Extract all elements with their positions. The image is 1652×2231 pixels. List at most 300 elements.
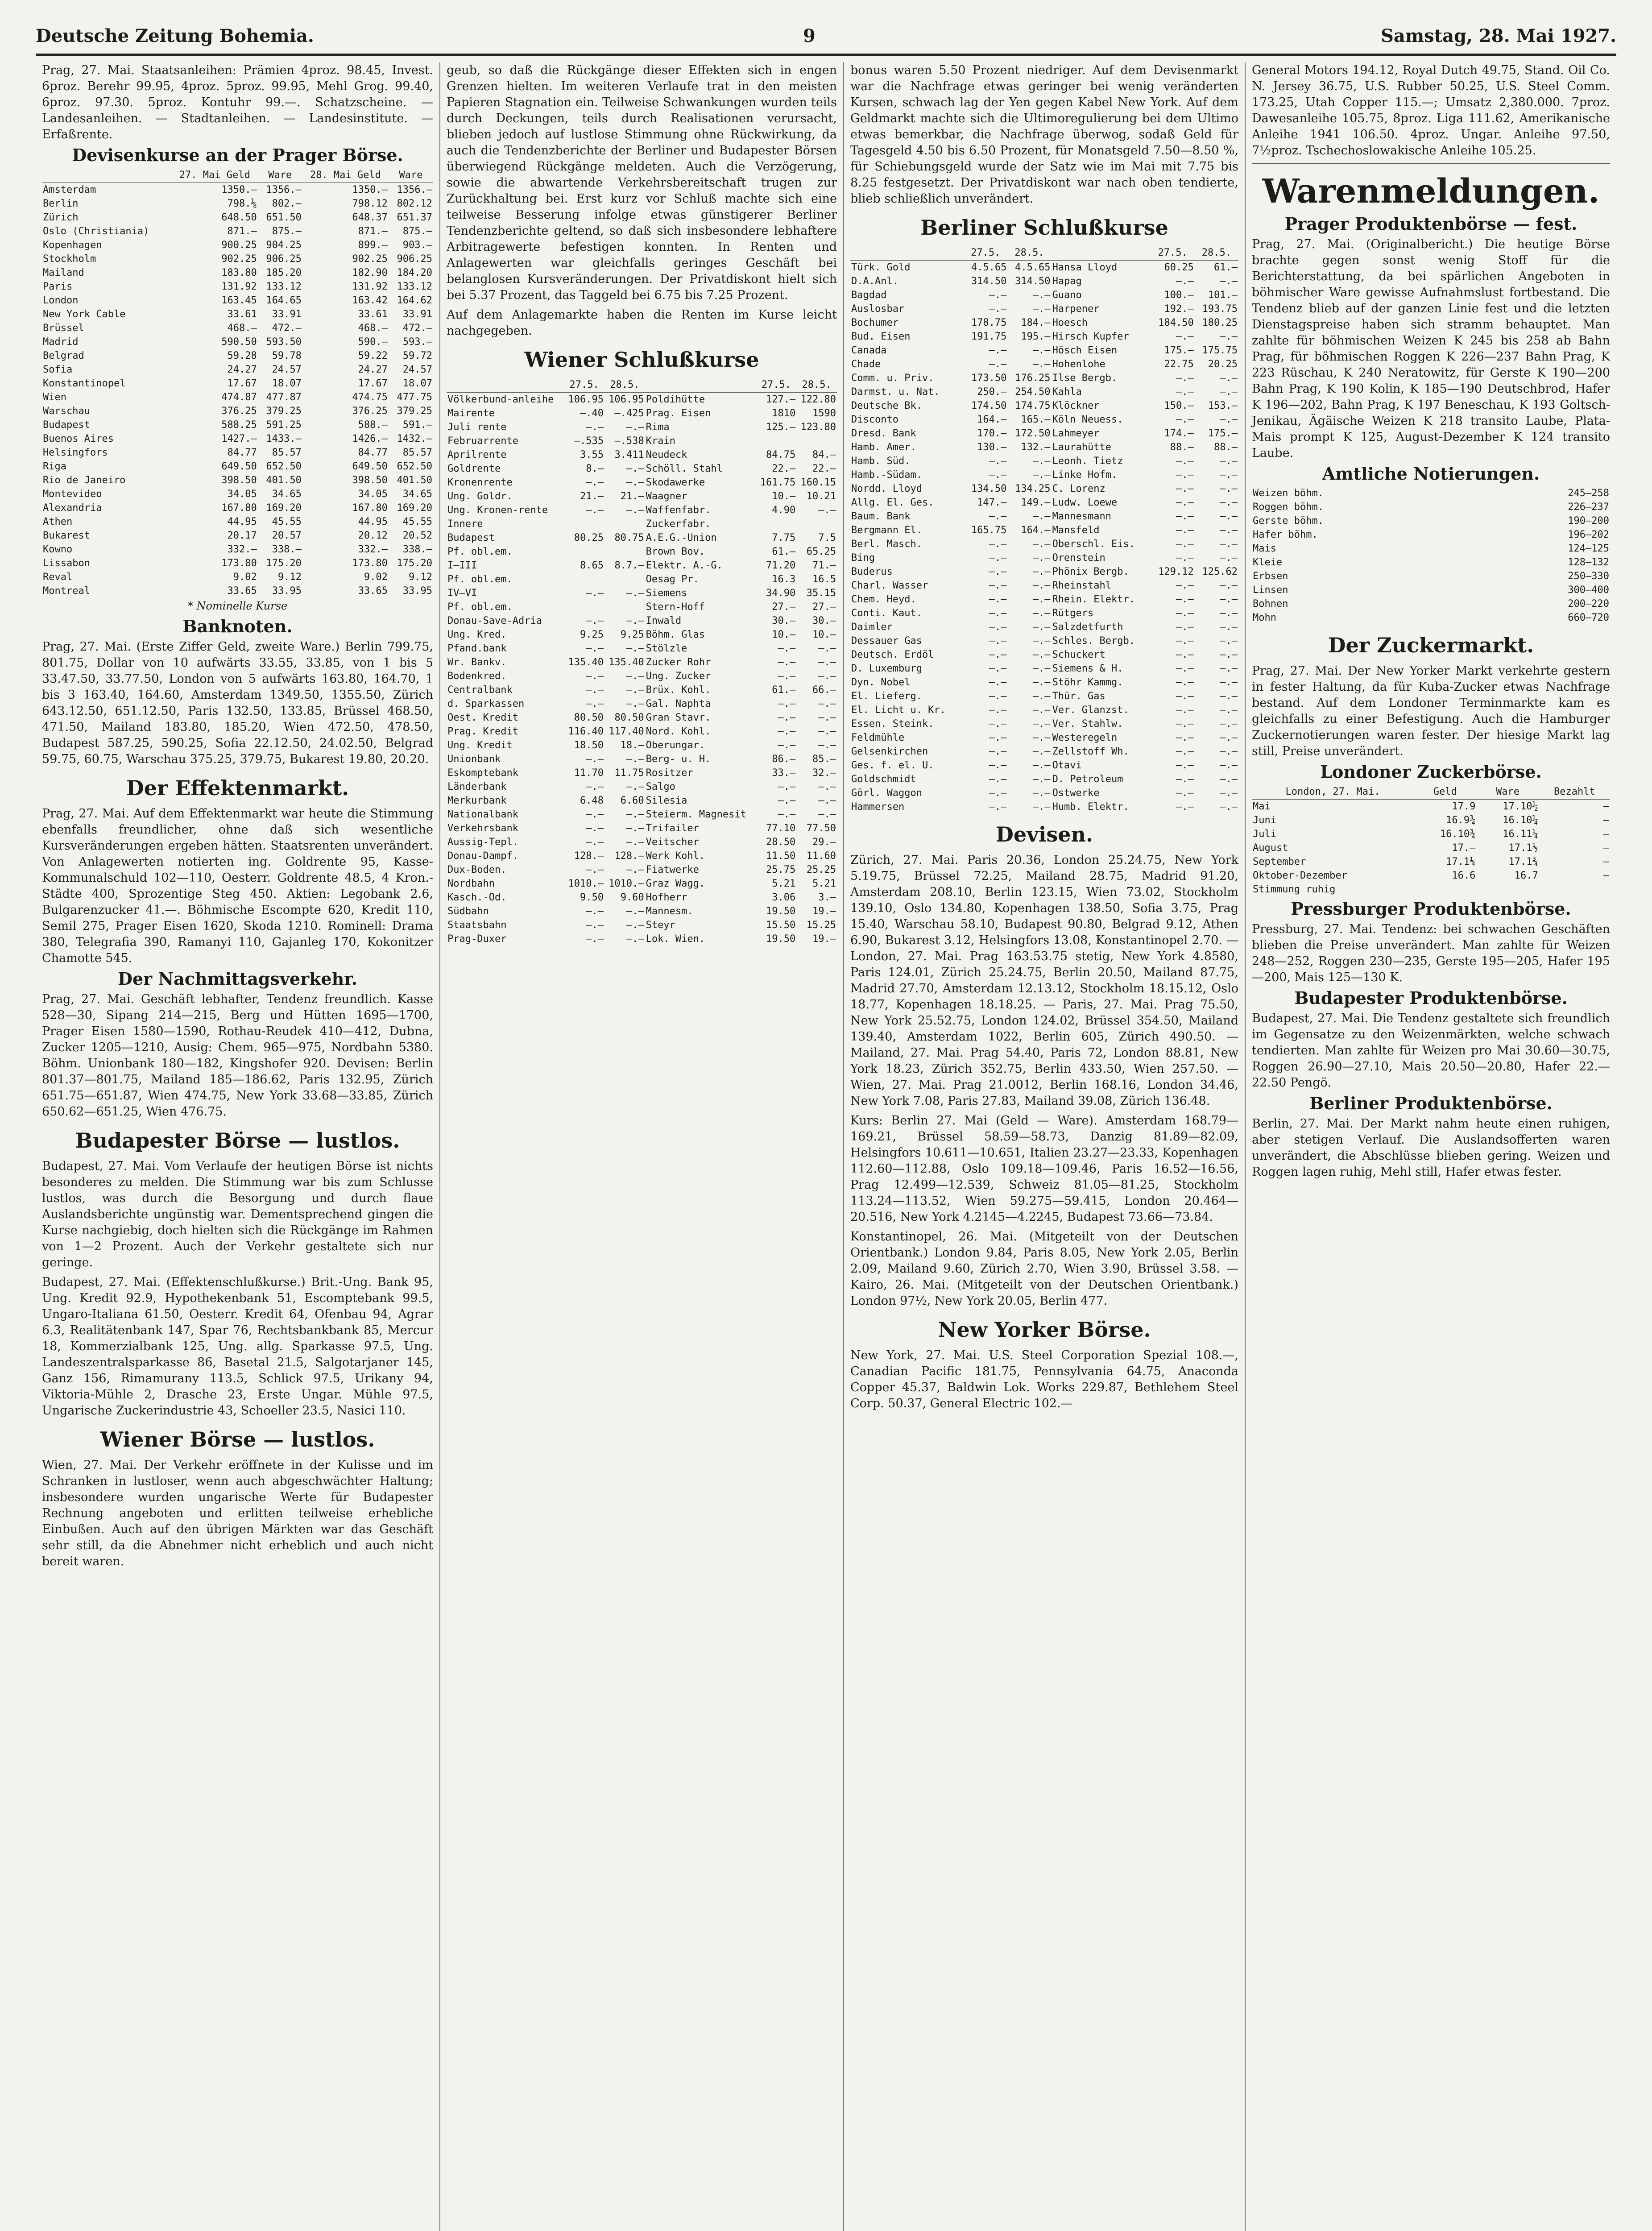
londoner-zucker-row: [1252, 869, 1610, 883]
berliner-schlusskurse-cell: Daimler: [851, 622, 893, 633]
wiener-schlusskurse-cell: 15.25: [806, 920, 836, 931]
devisenkurse-cell: 902.25: [352, 253, 388, 265]
wiener-schlusskurse-cell: Innere: [447, 518, 483, 530]
londoner-zucker-cell: Juli: [1253, 829, 1276, 840]
berliner-schlusskurse-cell: Hirsch Kupfer: [1052, 331, 1129, 342]
berliner-schlusskurse-cell: 192.—: [1164, 303, 1194, 315]
berliner-schlusskurse-cell: Chem. Heyd.: [851, 594, 916, 605]
devisenkurse-cell: 163.45: [221, 295, 257, 306]
londoner-zucker-row: [1252, 800, 1610, 814]
devisenkurse-cell: 338.—: [402, 544, 432, 555]
devisenkurse-cell: 17.67: [227, 378, 257, 389]
berliner-schlusskurse-cell: Darmst. u. Nat.: [851, 386, 940, 398]
wiener-schlusskurse-row: [447, 476, 837, 489]
wiener-schlusskurse-header-cell: 27.5.: [756, 377, 797, 393]
wiener-schlusskurse-cell: [564, 600, 604, 614]
wiener-schlusskurse-row: [447, 572, 837, 586]
wiener-schlusskurse-cell: 25.75: [766, 864, 796, 875]
devisenkurse-row: [42, 570, 433, 584]
new-yorker-boerse-title: New Yorker Börse.: [938, 1318, 1151, 1342]
berliner-schlusskurse-header-cell: [850, 245, 964, 261]
wiener-schlusskurse-cell: —.—: [586, 823, 604, 834]
wiener-schlusskurse-cell: Gran Stavr.: [646, 712, 711, 723]
wiener-schlusskurse-row: [447, 891, 837, 904]
berliner-schlusskurse-row: [850, 344, 1238, 357]
berliner-schlusskurse-cell: —.—: [1176, 539, 1194, 550]
devisenkurse-cell: 33.95: [272, 585, 302, 597]
wiener-schlusskurse-cell: —.—: [818, 809, 836, 820]
berliner-produktenboerse-text: Berlin, 27. Mai. Der Markt nahm heute einen ruhigen, aber stetigen Verlauf. Die Auslandsofferten waren unverändert, die Abschlüsse blieben gering. Weizen und Roggen lagen ruhig, Mehl still, Hafer etwas fester.: [1252, 1117, 1610, 1179]
wiener-schlusskurse-row: [447, 697, 837, 711]
berliner-schlusskurse-cell: Mannesmann: [1052, 511, 1112, 522]
berliner-schlusskurse-cell: —.—: [1220, 774, 1238, 785]
berliner-schlusskurse-cell: —.—: [989, 566, 1007, 577]
berliner-schlusskurse-cell: Ludw. Loewe: [1052, 497, 1118, 508]
zuckermarkt-title: Der Zuckermarkt.: [1328, 633, 1534, 657]
londoner-zucker-cell: 17.1½: [1508, 842, 1538, 854]
devisenkurse-cell: Athen: [43, 516, 73, 527]
berliner-schlusskurse-cell: —.—: [1032, 608, 1051, 619]
wiener-schlusskurse-cell: [604, 572, 645, 586]
berliner-schlusskurse-cell: 172.50: [1015, 428, 1051, 439]
berliner-schlusskurse-cell: —.—: [989, 456, 1007, 467]
wiener-schlusskurse-cell: [604, 600, 645, 614]
devisenkurse-cell: 906.25: [397, 253, 432, 265]
wiener-schlusskurse-cell: Berg- u. H.: [646, 754, 711, 765]
berliner-schlusskurse-row: [850, 565, 1238, 579]
berliner-schlusskurse-cell: 191.75: [971, 331, 1007, 342]
berliner-schlusskurse-row: [850, 772, 1238, 786]
devisenkurse-cell: 131.92: [352, 281, 388, 292]
wiener-schlusskurse-cell: 80.50: [574, 712, 604, 723]
berliner-schlusskurse-header-cell: 27.5.: [964, 245, 1007, 261]
berliner-schlusskurse-cell: —.—: [1220, 552, 1238, 564]
wiener-schlusskurse-cell: 9.25: [580, 629, 604, 640]
wiener-schlusskurse-row: [447, 738, 837, 752]
berliner-schlusskurse-cell: —.—: [1220, 469, 1238, 481]
berliner-schlusskurse-cell: Oberschl. Eis.: [1052, 539, 1135, 550]
londoner-zucker-cell: Stimmung ruhig: [1253, 884, 1336, 895]
berliner-schlusskurse-cell: —.—: [1176, 622, 1194, 633]
wiener-schlusskurse-cell: 8.—: [586, 463, 604, 474]
berliner-schlusskurse-cell: Schuckert: [1052, 649, 1105, 660]
devisenkurse-cell: 798.12: [352, 198, 388, 209]
wiener-schlusskurse-row: [447, 766, 837, 780]
berliner-schlusskurse-cell: 175.—: [1208, 428, 1238, 439]
devisenkurse-cell: Montreal: [43, 585, 90, 597]
berliner-schlusskurse-row: [850, 551, 1238, 565]
wiener-schlusskurse-cell: Wr. Bankv.: [447, 657, 507, 668]
devisenkurse-cell: Amsterdam: [43, 184, 96, 195]
wiener-schlusskurse-row: [447, 531, 837, 545]
londoner-zucker-cell: 16.7: [1514, 870, 1538, 881]
prager-produktenboerse-text: Prag, 27. Mai. (Originalbericht.) Die heutige Börse brachte gegen sonst wenig Stoff für die Berichterstattung, da bei spärlichen Angeboten in böhmischer Ware gewisse Aufnahmslust fortbestand. Die Tendenz blieb auf der ganzen Linie fest und die letzten Dienstagspreise haben sich stramm behauptet. Man zahlte für böhmischen Weizen K 245 bis 258 ab Bahn Prag, für böhmischen Roggen K 226—237 Bahn Prag, K 223 Rüschau, K 240 Neratowitz, für Gerste K 190—200 Bahn Prag, K 190 Kolin, K 185—190 Deutschbrod, Hafer K 196—202, Bahn Prag, K 197 Beneschau, K 193 Goltsch-Jenikau, Ägäische Weizen K 218 transito Laube, Plata-Mais prompt K 125, August-Dezember K 124 transito Laube.: [1252, 237, 1610, 460]
devisenkurse-cell: 33.61: [358, 309, 388, 320]
devisenkurse-cell: 33.65: [358, 585, 388, 597]
berliner-schlusskurse-row: [850, 800, 1238, 814]
wiener-schlusskurse-cell: 80.25: [574, 532, 604, 543]
wiener-schlusskurse-cell: 11.70: [574, 767, 604, 779]
berliner-schlusskurse-cell: —.—: [1220, 732, 1238, 743]
column-1: [36, 62, 439, 2231]
wiener-schlusskurse-cell: —.—: [626, 671, 644, 682]
londoner-zucker-cell: 17.10½: [1503, 801, 1538, 812]
londoner-zucker-cell: [1539, 883, 1610, 896]
wiener-schlusskurse-cell: 160.15: [800, 477, 836, 488]
wiener-schlusskurse-cell: 19.—: [812, 933, 836, 945]
berliner-schlusskurse-cell: Hamb.-Südam.: [851, 469, 922, 481]
berliner-schlusskurse-cell: —.—: [1032, 580, 1051, 591]
berliner-schlusskurse-cell: Türk. Gold: [851, 262, 911, 273]
wiener-schlusskurse-cell: —.—: [778, 698, 796, 709]
wiener-schlusskurse-cell: 35.15: [806, 588, 836, 599]
devisenkurse-cell: 33.91: [272, 309, 302, 320]
berliner-schlusskurse-cell: —.—: [1176, 774, 1194, 785]
devisenkurse-row: [42, 501, 433, 515]
devisenkurse-row: [42, 266, 433, 280]
wiener-schlusskurse-cell: Veitscher: [646, 837, 699, 848]
berliner-schlusskurse-row: [850, 357, 1238, 371]
budapester-produktenboerse-text: Budapest, 27. Mai. Die Tendenz gestaltete sich freundlich im Gegensatze zu den Weizenmärkten, welche schwach tendierten. Man zahlte für Weizen pro Mai 30.60—30.75, Roggen 26.90—27.10, Mais 20.50—20.80, Hafer 22.—22.50 Pengö.: [1252, 1012, 1610, 1090]
devisenkurse-cell: 649.50: [221, 461, 257, 472]
berliner-schlusskurse-cell: 254.50: [1015, 386, 1051, 398]
berliner-schlusskurse-cell: —.—: [989, 539, 1007, 550]
effektenmarkt-title: Der Effektenmarkt.: [126, 776, 349, 800]
berliner-schlusskurse-cell: 149.—: [1021, 497, 1051, 508]
berliner-schlusskurse-cell: 147.—: [977, 497, 1007, 508]
wiener-schlusskurse-row: [447, 489, 837, 503]
wiener-schlusskurse-cell: —.—: [586, 920, 604, 931]
berliner-schlusskurse-cell: —.—: [1176, 801, 1194, 813]
wiener-schlusskurse-cell: —.—: [626, 615, 644, 626]
effektenmarkt-text: Prag, 27. Mai. Auf dem Effektenmarkt war heute die Stimmung ebenfalls freundlicher, ohne daß sich wesentliche Kursveränderungen ergeben hätten. Staatsrenten unverändert. Von Anlagewerten notierten ing. Goldrente 95, Kasse-Kommunalschuld 102—110, Oesterr. Goldrente 48.5, 4 Kron.-Städte 400, Sprozentige Steg 450. Aktien: Legobank 2.6, Bulgarenzucker 41.—. Böhmische Escompte 620, Kredit 110, Semil 275, Prager Eisen 1620, Skoda 1210. Rominell: Drama 380, Telegrafia 390, Ramanyi 110, Gajanleg 170, Kokonitzer Chamotte 545.: [42, 807, 433, 965]
amtliche-notierungen-row: [1252, 542, 1610, 556]
wiener-schlusskurse-cell: —.—: [778, 795, 796, 806]
wiener-schlusskurse-cell: 28.50: [766, 837, 796, 848]
devisenkurse-cell: 33.61: [227, 309, 257, 320]
berliner-schlusskurse-cell: Schles. Bergb.: [1052, 635, 1135, 647]
wiener-schlusskurse-cell: —.—: [586, 837, 604, 848]
berliner-schlusskurse-cell: —.—: [1176, 788, 1194, 799]
berliner-schlusskurse-cell: El. Licht u. Kr.: [851, 705, 946, 716]
devisenkurse-cell: Berlin: [43, 198, 79, 209]
devisenkurse-row: [42, 556, 433, 570]
wiener-schlusskurse-cell: —.—: [818, 740, 836, 751]
wiener-schlusskurse-cell: Aprilrente: [447, 449, 507, 460]
wiener-schlusskurse-cell: 128.—: [614, 850, 644, 862]
wiener-schlusskurse-table: [447, 377, 837, 946]
devisenkurse-row: [42, 404, 433, 418]
berliner-schlusskurse-cell: —.—: [1220, 373, 1238, 384]
berliner-schlusskurse-cell: —.—: [989, 469, 1007, 481]
berliner-schlusskurse-cell: —.—: [1220, 456, 1238, 467]
wiener-schlusskurse-row: [447, 669, 837, 683]
wiener-schlusskurse-cell: 65.25: [806, 546, 836, 557]
wiener-schlusskurse-cell: —.—: [626, 643, 644, 654]
berliner-schlusskurse-cell: Ver. Glanzst.: [1052, 705, 1129, 716]
wiener-schlusskurse-row: [447, 808, 837, 821]
wiener-schlusskurse-cell: Ung. Zucker: [646, 671, 711, 682]
berliner-schlusskurse-cell: Linke Hofm.: [1052, 469, 1118, 481]
wiener-schlusskurse-cell: 135.40: [609, 657, 644, 668]
londoner-zucker-row: [1252, 883, 1610, 896]
devisenkurse-cell: 182.90: [352, 267, 388, 278]
berliner-schlusskurse-cell: Allg. El. Ges.: [851, 497, 934, 508]
amtliche-notierungen-cell: 226—237: [1568, 502, 1609, 513]
londoner-zucker-cell: 16.10¾: [1440, 829, 1476, 840]
amtliche-notierungen-cell: Mohn: [1253, 612, 1276, 623]
devisenkurse-cell: 1350.—: [221, 184, 257, 195]
berliner-schlusskurse-row: [850, 537, 1238, 551]
berliner-schlusskurse-cell: 175.—: [1164, 345, 1194, 356]
devisenkurse-cell: 652.50: [397, 461, 432, 472]
devisenkurse-cell: 468.—: [227, 323, 257, 334]
berliner-schlusskurse-cell: Deutsch. Erdöl: [851, 649, 934, 660]
wiener-schlusskurse-cell: —.—: [626, 477, 644, 488]
amtliche-notierungen-cell: 128—132: [1568, 557, 1609, 568]
wiener-schlusskurse-row: [447, 794, 837, 808]
wiener-schlusskurse-cell: —.—: [586, 864, 604, 875]
berliner-schlusskurse-cell: Ilse Bergb.: [1052, 373, 1118, 384]
berliner-schlusskurse-cell: —.—: [1176, 456, 1194, 467]
wiener-schlusskurse-cell: —.—: [626, 422, 644, 433]
amtliche-notierungen-cell: 250—330: [1568, 571, 1609, 582]
wiener-bericht-text: geub, so daß die Rückgänge dieser Effekten sich in engen Grenzen hielten. Im weiteren Verlaufe trat in den meisten Papieren Stagnation ein. Teilweise Schwankungen wurden teils durch Deckungen, teils durch Realisationen verursacht, blieben jedoch auf lustlose Stimmung ohne Rückwirkung, da auch die Tendenzberichte der Berliner und Budapester Börsen überwiegend Rückgänge meldeten. Auch die Verzögerung, sowie die abwartende Verkehrsbereitschaft trugen zur Zurückhaltung bei. Erst kurz vor Schluß machte sich eine teilweise Besserung infolge etwas günstigerer Berliner Tendenzberichte geltend, so daß sich insbesondere lebhaftere Arbitragewerte befestigen konnten. In Renten und Anlagewerten war gleichfalls geringes Geschäft bei belanglosen Kursveränderungen. Der Privatdiskont hielt sich bei 5.37 Prozent, das Taggeld bei 6.75 bis 7.25 Prozent.: [447, 63, 837, 302]
berliner-schlusskurse-row: [850, 759, 1238, 772]
devisenkurse-cell: 648.37: [352, 212, 388, 223]
berliner-schlusskurse-cell: —.—: [1032, 359, 1051, 370]
berliner-schlusskurse-cell: —.—: [1176, 746, 1194, 757]
berliner-schlusskurse-row: [850, 413, 1238, 427]
wiener-schlusskurse-cell: —.—: [586, 698, 604, 709]
wiener-schlusskurse-cell: —.—: [778, 671, 796, 682]
wiener-schlusskurse-cell: —.—: [818, 726, 836, 737]
berliner-schlusskurse-cell: 4.5.65: [1015, 262, 1051, 273]
berliner-schlusskurse-cell: Canada: [851, 345, 887, 356]
berliner-schlusskurse-row: [850, 427, 1238, 440]
berliner-schlusskurse-cell: —.—: [1176, 760, 1194, 771]
amtliche-notierungen-cell: Kleie: [1253, 557, 1283, 568]
devisenkurse-row: [42, 390, 433, 404]
devisenkurse-cell: Sofia: [43, 364, 73, 375]
devisenkurse-cell: 133.12: [397, 281, 432, 292]
berliner-schlusskurse-cell: 250.—: [977, 386, 1007, 398]
londoner-zucker-cell: 16.9¾: [1446, 815, 1476, 826]
berliner-schlusskurse-cell: —.—: [1032, 801, 1051, 813]
wiener-schlusskurse-cell: Rositzer: [646, 767, 693, 779]
budapester-boerse-text: Budapest, 27. Mai. Vom Verlaufe der heutigen Börse ist nichts besonderes zu melden. Die Stimmung war bis zum Schlusse lustlos, was durch die Besorgung und durch flaue Auslandsberichte ungünstig war. Dementsprechend gingen die Kurse nachgiebig, doch hielten sich die Rückgänge im Rahmen von 1—2 Prozent. Auch der Verkehr gestaltete sich nur geringe.: [42, 1159, 433, 1269]
berliner-schlusskurse-cell: —.—: [1176, 386, 1194, 398]
wiener-schlusskurse-cell: Kasch.-Od.: [447, 892, 507, 903]
devisenkurse-cell: 802.12: [397, 198, 432, 209]
londoner-zucker-row: [1252, 827, 1610, 841]
wiener-schlusskurse-cell: 116.40: [568, 726, 604, 737]
devisenkurse-cell: 902.25: [221, 253, 257, 265]
berliner-schlusskurse-cell: —.—: [1176, 635, 1194, 647]
wiener-schlusskurse-cell: Merkurbank: [447, 795, 507, 806]
londoner-zucker-cell: —: [1603, 856, 1609, 867]
amtliche-notierungen-row: [1252, 556, 1610, 569]
berliner-schlusskurse-cell: —.—: [1032, 677, 1051, 688]
wiener-schlusskurse-cell: —.—: [626, 684, 644, 696]
wiener-schlusskurse-cell: Zuckerfabr.: [646, 518, 711, 530]
berliner-schlusskurse-cell: Köln Neuess.: [1052, 414, 1123, 425]
devisenkurse-row: [42, 377, 433, 390]
devisenkurse-cell: 591.—: [402, 419, 432, 431]
wiener-schlusskurse-cell: 77.50: [806, 823, 836, 834]
berliner-schlusskurse-cell: —.—: [1220, 580, 1238, 591]
devisenkurse-cell: 401.50: [266, 475, 302, 486]
wiener-schlusskurse-cell: Verkehrsbank: [447, 823, 518, 834]
londoner-zucker-row: [1252, 813, 1610, 827]
wiener-schlusskurse-row: [447, 614, 837, 628]
berliner-schlusskurse-row: [850, 745, 1238, 759]
amtliche-notierungen-cell: 300—400: [1568, 585, 1609, 596]
berliner-schlusskurse-cell: 195.—: [1021, 331, 1051, 342]
berliner-schlusskurse-row: [850, 330, 1238, 344]
wiener-schlusskurse-cell: 1010.—: [568, 878, 604, 889]
berliner-schlusskurse-cell: Baum. Bank: [851, 511, 911, 522]
wiener-schlusskurse-cell: 11.75: [614, 767, 644, 779]
wiener-schlusskurse-cell: [564, 572, 604, 586]
berliner-schlusskurse-cell: 20.25: [1208, 359, 1238, 370]
berliner-schlusskurse-cell: —.—: [1220, 539, 1238, 550]
devisenkurse-cell: 45.55: [402, 516, 432, 527]
wiener-boerse-title: Wiener Börse — lustlos.: [100, 1427, 375, 1451]
wiener-schlusskurse-cell: —.—: [626, 906, 644, 917]
amtliche-notierungen-cell: 245—258: [1568, 488, 1609, 499]
londoner-zucker-cell: 16.10¼: [1503, 815, 1538, 826]
berliner-schlusskurse-cell: Harpener: [1052, 303, 1100, 315]
wiener-schlusskurse-cell: 25.25: [806, 864, 836, 875]
devisenkurse-cell: 59.22: [358, 350, 388, 361]
wiener-schlusskurse-cell: 8.65: [580, 560, 604, 571]
wiener-schlusskurse-cell: I—III: [447, 560, 477, 571]
wiener-schlusskurse-cell: Länderbank: [447, 781, 507, 792]
berliner-schlusskurse-cell: —.—: [1032, 345, 1051, 356]
londoner-zucker-cell: 17.—: [1452, 842, 1476, 854]
wiener-schlusskurse-cell: 161.75: [760, 477, 796, 488]
berliner-schlusskurse-row: [850, 385, 1238, 399]
page-header: [36, 18, 1616, 56]
wiener-schlusskurse-cell: Bodenkred.: [447, 671, 507, 682]
berliner-schlusskurse-row: [850, 620, 1238, 634]
amtliche-notierungen-row: [1252, 486, 1610, 500]
wiener-schlusskurse-row: [447, 904, 837, 918]
wiener-schlusskurse-cell: 11.50: [766, 850, 796, 862]
berliner-schlusskurse-row: [850, 703, 1238, 717]
berliner-schlusskurse-row: [850, 468, 1238, 482]
berliner-schlusskurse-cell: 100.—: [1164, 290, 1194, 301]
wiener-schlusskurse-cell: —.—: [626, 781, 644, 792]
berliner-schlusskurse-row: [850, 440, 1238, 454]
berliner-bericht-text: bonus waren 5.50 Prozent niedriger. Auf dem Devisenmarkt war die Nachfrage etwas geringer bei wenig veränderten Kursen, schwach lag der Yen gegen Kabel New York. Auf dem Geldmarkt machte sich die Ultimoregulierung bei dem Ultimo etwas bemerkbar, die Nachfrage überwog, sodaß Geld für Tagesgeld 4.50 bis 6.50 Prozent, für Monatsgeld 7.50—8.50 %, für Schiebungsgeld wurde der Satz wie im Mai mit 7.75 bis 8.25 festgesetzt. Der Privatdiskont war nach oben tendierte, blieb schließlich unverändert.: [850, 63, 1238, 206]
devisenkurse-cell: 652.50: [266, 461, 302, 472]
devisenkurse-cell: 1426.—: [352, 433, 388, 444]
londoner-zucker-cell: [1414, 883, 1476, 896]
berliner-schlusskurse-cell: Siemens & H.: [1052, 663, 1123, 674]
devisenkurse-cell: 899.—: [358, 240, 388, 251]
wiener-schlusskurse-row: [447, 835, 837, 849]
devisenkurse-row: [42, 543, 433, 556]
wiener-schlusskurse-cell: Pf. obl.em.: [447, 546, 513, 557]
wiener-schlusskurse-cell: Donau-Save-Adria: [447, 615, 542, 626]
wiener-schlusskurse-row: [447, 752, 837, 766]
devisenkurse-cell: 588.—: [358, 419, 388, 431]
berliner-schlusskurse-row: [850, 399, 1238, 413]
berliner-schlusskurse-cell: —.—: [1176, 511, 1194, 522]
londoner-zucker-cell: 16.6: [1452, 870, 1476, 881]
wiener-schlusskurse-cell: Siemens: [646, 588, 687, 599]
berliner-schlusskurse-cell: —.—: [1220, 525, 1238, 536]
wiener-schlusskurse-cell: —.—: [626, 463, 644, 474]
londoner-zucker-header-cell: London, 27. Mai.: [1252, 784, 1414, 800]
berliner-schlusskurse-cell: —.—: [989, 677, 1007, 688]
berliner-schlusskurse-cell: Disconto: [851, 414, 898, 425]
berliner-schlusskurse-cell: —.—: [1176, 718, 1194, 730]
devisenkurse-row: [42, 584, 433, 598]
devisenkurse-cell: 591.25: [266, 419, 302, 431]
devisenkurse-table: [42, 168, 433, 598]
wiener-schlusskurse-cell: 3.411: [614, 449, 644, 460]
londoner-zuckerboerse-title: Londoner Zuckerbörse.: [1320, 762, 1542, 782]
wiener-schlusskurse-cell: —.—: [586, 422, 604, 433]
berliner-schlusskurse-cell: —.—: [1176, 331, 1194, 342]
amtliche-notierungen-cell: 196—202: [1568, 529, 1609, 540]
berliner-schlusskurse-cell: —.—: [989, 788, 1007, 799]
berliner-schlusskurse-cell: —.—: [1220, 663, 1238, 674]
wiener-schlusskurse-cell: Eskomptebank: [447, 767, 518, 779]
devisenkurse-cell: 185.20: [266, 267, 302, 278]
wiener-schlusskurse-cell: Nationalbank: [447, 809, 518, 820]
wiener-schlusskurse-cell: 30.—: [772, 615, 796, 626]
wiener-schlusskurse-cell: 86.—: [772, 754, 796, 765]
berliner-schlusskurse-cell: —.—: [1176, 705, 1194, 716]
wiener-schlusskurse-cell: Schöll. Stahl: [646, 463, 723, 474]
wiener-schlusskurse-cell: —.—: [586, 588, 604, 599]
berliner-schlusskurse-cell: —.—: [1032, 594, 1051, 605]
berliner-schlusskurse-title: Berliner Schlußkurse: [920, 216, 1168, 240]
berliner-schlusskurse-cell: —.—: [1176, 469, 1194, 481]
berliner-schlusskurse-row: [850, 717, 1238, 731]
wiener-schlusskurse-cell: [564, 545, 604, 559]
wiener-schlusskurse-cell: —.—: [818, 781, 836, 792]
berliner-schlusskurse-cell: 176.25: [1015, 373, 1051, 384]
divider: [1252, 163, 1610, 164]
wiener-schlusskurse-cell: 106.95: [609, 394, 644, 405]
berliner-schlusskurse-cell: —.—: [1032, 718, 1051, 730]
berliner-schlusskurse-table: [850, 245, 1238, 814]
budapester-produktenboerse-title: Budapester Produktenbörse.: [1294, 988, 1568, 1008]
wiener-schlusskurse-cell: [604, 545, 645, 559]
devisenkurse-cell: New York Cable: [43, 309, 126, 320]
berliner-schlusskurse-cell: Mansfeld: [1052, 525, 1100, 536]
berliner-schlusskurse-cell: Guano: [1052, 290, 1082, 301]
devisenkurse-row: [42, 280, 433, 294]
wiener-schlusskurse-cell: 77.10: [766, 823, 796, 834]
wiener-schlusskurse-cell: —.—: [626, 823, 644, 834]
wiener-schlusskurse-header-cell: [447, 377, 564, 393]
wiener-schlusskurse-cell: Staatsbahn: [447, 920, 507, 931]
devisenkurse-cell: 871.—: [358, 226, 388, 237]
berlin-kurs-text: Kurs: Berlin 27. Mai (Geld — Ware). Amsterdam 168.79—169.21, Brüssel 58.59—58.73, Danzig 81.89—82.09, Helsingfors 10.611—10.651, Italien 23.27—23.33, Kopenhagen 112.60—112.88, Oslo 109.18—109.46, Paris 16.52—16.56, Prag 12.499—12.539, Schweiz 81.05—81.25, Stockholm 113.24—113.52, Wien 59.275—59.415, London 20.464—20.516, New York 4.2145—4.2245, Budapest 73.66—73.84.: [850, 1114, 1238, 1224]
berliner-schlusskurse-cell: —.—: [989, 732, 1007, 743]
devisenkurse-cell: 34.05: [358, 489, 388, 500]
devisenkurse-header-cell: 27. Mai Geld: [172, 168, 258, 183]
berliner-schlusskurse-row: [850, 316, 1238, 330]
berliner-schlusskurse-row: [850, 302, 1238, 316]
wiener-schlusskurse-cell: Mannesm.: [646, 906, 693, 917]
